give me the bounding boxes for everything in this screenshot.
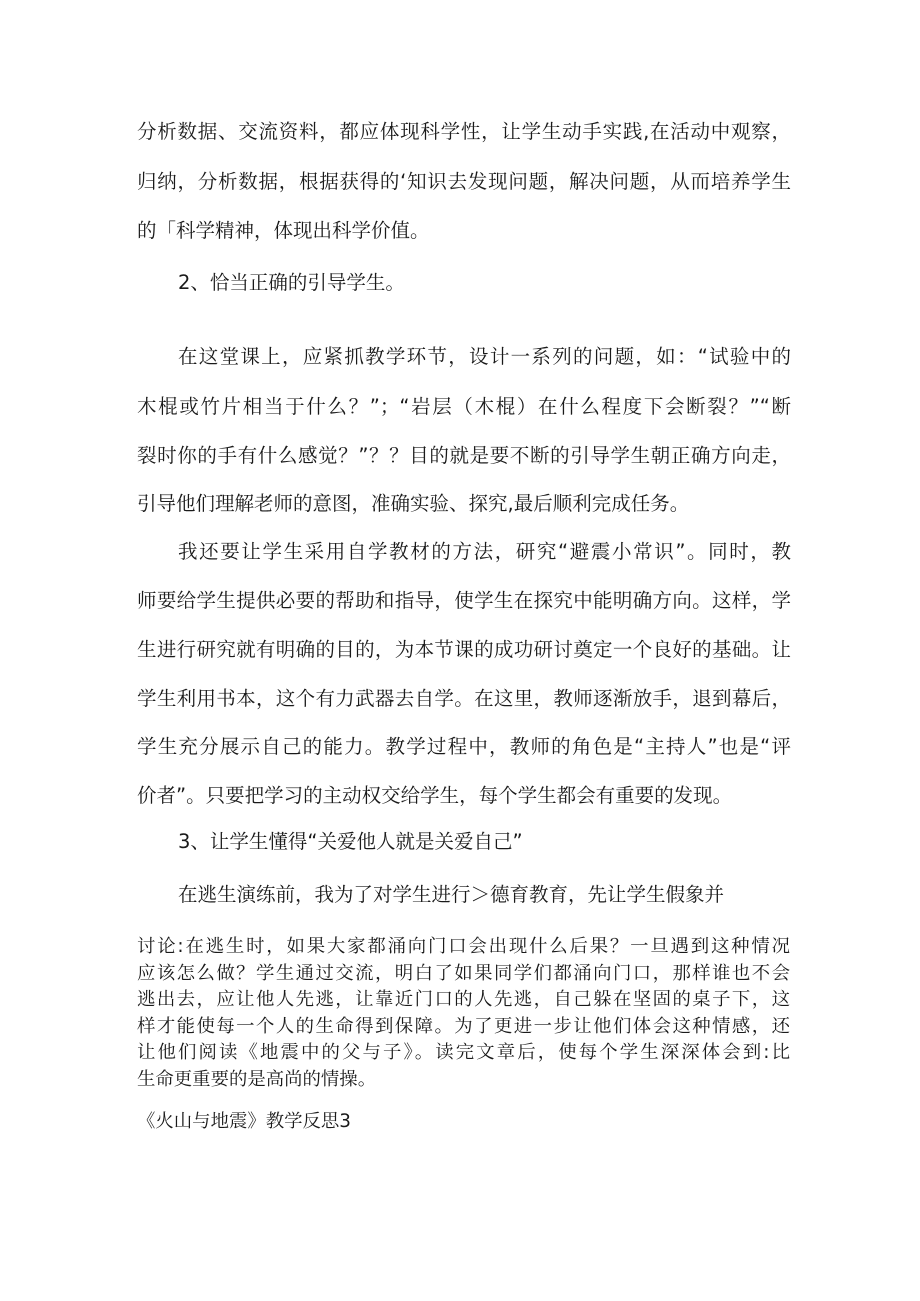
- paragraph-line: 学生充分展示自己的能力。教学过程中，教师的角色是“主持人”也是“评: [137, 735, 791, 758]
- paragraph-line: 归纳，分析数据，根据获得的‘知识去发现问题，解决问题，从而培养学生: [137, 170, 791, 193]
- paragraph-line: 在逃生演练前，我为了对学生进行＞德育教育，先让学生假象并: [178, 883, 725, 906]
- paragraph-line: 我还要让学生采用自学教材的方法，研究“避震小常识”。同时，教: [178, 540, 791, 563]
- section-heading: 3、让学生懂得“关爱他人就是关爱自己”: [178, 830, 523, 853]
- section-heading: 2、恰当正确的引导学生。: [178, 271, 405, 294]
- paragraph-line: 学生利用书本，这个有力武器去自学。在这里，教师逐渐放手，退到幕后，: [137, 687, 791, 710]
- paragraph-line: 生命更重要的是高尚的情操。: [137, 1069, 377, 1090]
- paragraph-line: 引导他们理解老师的意图，准确实验、探究,最后顺利完成任务。: [137, 492, 690, 515]
- paragraph-line: 生进行研究就有明确的目的，为本节课的成功研讨奠定一个良好的基础。让: [137, 638, 791, 661]
- paragraph-line: 让他们阅读《地震中的父与子》。读完文章后，使每个学生深深体会到:比: [137, 1042, 790, 1063]
- paragraph-line: 木棍或竹片相当于什么？”；“岩层（木棍）在什么程度下会断裂？”“断: [137, 395, 791, 418]
- section-title: 《火山与地震》教学反思3: [137, 1111, 351, 1132]
- paragraph-line: 样才能使每一个人的生命得到保障。为了更进一步让他们体会这种情感，还: [137, 1016, 790, 1037]
- paragraph-line: 师要给学生提供必要的帮助和指导，使学生在探究中能明确方向。这样，学: [137, 589, 791, 612]
- paragraph-line: 逃出去，应让他人先逃，让靠近门口的人先逃，自己躲在坚固的桌子下，这: [137, 989, 790, 1010]
- paragraph-line: 裂时你的手有什么感觉？”？？目的就是要不断的引导学生朝正确方向走，: [137, 444, 791, 467]
- paragraph-line: 价者”。只要把学习的主动权交给学生，每个学生都会有重要的发现。: [137, 784, 733, 807]
- paragraph-line: 的「科学精神，体现出科学价值。: [137, 219, 430, 242]
- paragraph-line: 讨论:在逃生时，如果大家都涌向门口会出现什么后果？一旦遇到这种情况: [137, 936, 790, 957]
- paragraph-line: 应该怎么做？学生通过交流，明白了如果同学们都涌向门口，那样谁也不会: [137, 963, 790, 984]
- paragraph-line: 在这堂课上，应紧抓教学环节，设计一系列的问题，如：“试验中的: [178, 345, 791, 368]
- paragraph-line: 分析数据、交流资料，都应体现科学性，让学生动手实践,在活动中观察，: [137, 120, 791, 143]
